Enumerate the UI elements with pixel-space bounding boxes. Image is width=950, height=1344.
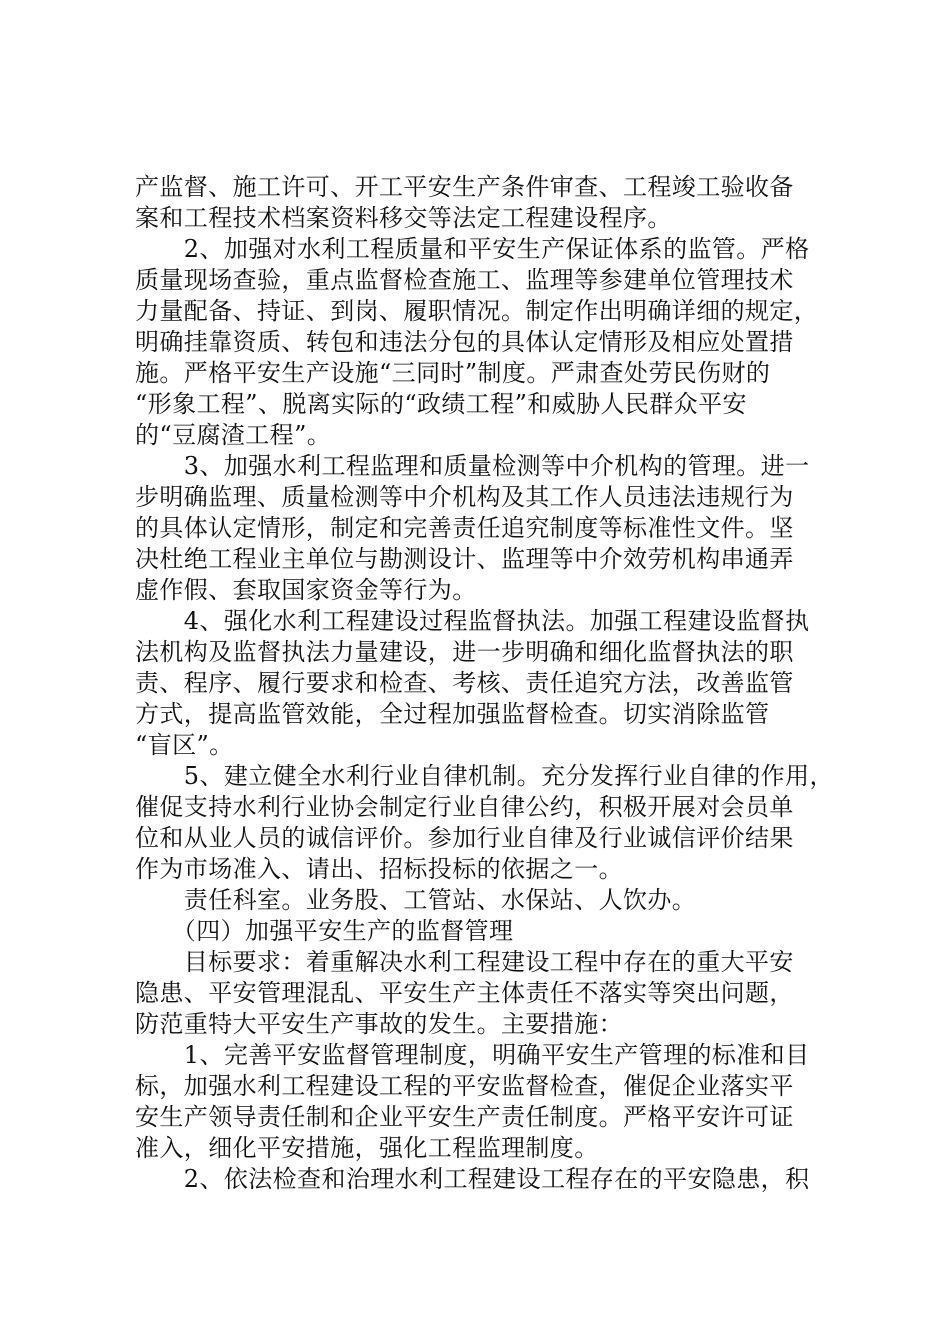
text-line: 隐患、平安管理混乱、平安生产主体责任不落实等突出问题， [135,979,794,1007]
text-line: “形象工程”、脱离实际的“政绩工程”和威胁人民群众平安 [135,390,747,418]
text-line: 产监督、施工许可、开工平安生产条件审查、工程竣工验收备 [135,173,794,201]
text-line: 力量配备、持证、到岗、履职情况。制定作出明确详细的规定， [135,297,819,325]
text-line: 作为市场准入、请出、招标投标的依据之一。 [135,855,623,883]
text-line: 催促支持水利行业协会制定行业自律公约，积极开展对会员单 [135,793,794,821]
text-line: 的“豆腐渣工程”。 [135,421,332,449]
text-line: 位和从业人员的诚信评价。参加行业自律及行业诚信评价结果 [135,824,794,852]
text-line: 责任科室。业务股、工管站、水保站、人饮办。 [135,886,697,914]
text-line: 责、程序、履行要求和检查、考核、责任追究方法，改善监管 [135,669,794,697]
text-line: 案和工程技术档案资料移交等法定工程建设程序。 [135,204,672,232]
text-line: 3、加强水利工程监理和质量检测等中介机构的管理。进一 [135,452,810,480]
text-line: 目标要求：着重解决水利工程建设工程中存在的重大平安 [135,948,794,976]
text-line: 1、完善平安监督管理制度，明确平安生产管理的标准和目 [135,1041,810,1069]
text-line: 防范重特大平安生产事故的发生。主要措施： [135,1010,623,1038]
text-line: 安生产领导责任制和企业平安生产责任制度。严格平安许可证 [135,1103,794,1131]
text-line: 准入，细化平安措施，强化工程监理制度。 [135,1134,599,1162]
text-line: 方式，提高监管效能，全过程加强监督检查。切实消除监管 [135,700,770,728]
text-line: 质量现场查验，重点监督检查施工、监理等参建单位管理技术 [135,266,794,294]
text-line: 2、加强对水利工程质量和平安生产保证体系的监管。严格 [135,235,810,263]
text-line: 决杜绝工程业主单位与勘测设计、监理等中介效劳机构串通弄 [135,545,794,573]
text-line: 明确挂靠资质、转包和违法分包的具体认定情形及相应处置措 [135,328,794,356]
text-line: 步明确监理、质量检测等中介机构及其工作人员违法违规行为 [135,483,794,511]
document-body [135,172,835,1195]
text-line: 5、建立健全水利行业自律机制。充分发挥行业自律的作用， [135,762,834,790]
section-heading: （四）加强平安生产的监督管理 [135,917,514,945]
text-line: 标，加强水利工程建设工程的平安监督检查，催促企业落实平 [135,1072,794,1100]
text-line: 法机构及监督执法力量建设，进一步明确和细化监督执法的职 [135,638,794,666]
text-line: 2、依法检查和治理水利工程建设工程存在的平安隐患，积 [135,1165,810,1193]
text-line: 施。严格平安生产设施“三同时”制度。严肃查处劳民伤财的 [135,359,771,387]
text-line: 4、强化水利工程建设过程监督执法。加强工程建设监督执 [135,607,810,635]
text-line: 虚作假、套取国家资金等行为。 [135,576,477,604]
text-line: “盲区”。 [135,731,234,759]
text-line: 的具体认定情形，制定和完善责任追究制度等标准性文件。坚 [135,514,794,542]
